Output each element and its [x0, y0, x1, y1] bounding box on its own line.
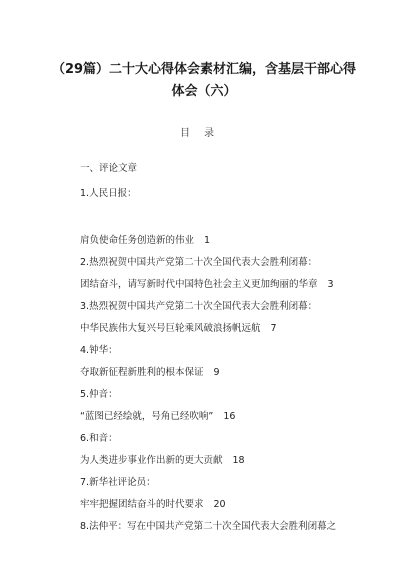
toc-entry-text: 2.热烈祝贺中国共产党第二十次全国代表大会胜利闭幕：	[80, 257, 318, 268]
toc-entry-text: 中华民族伟大复兴号巨轮乘风破浪扬帆远航	[80, 323, 261, 334]
toc-entry-text: 8.法仲平：写在中国共产党第二十次全国代表大会胜利闭幕之	[80, 521, 337, 532]
toc-entry	[80, 320, 277, 334]
toc-entry-page: 9	[213, 367, 220, 378]
toc-entry-text: 3.热烈祝贺中国共产党第二十次全国代表大会胜利闭幕：	[80, 301, 318, 312]
toc-entry-text: 为人类进步事业作出新的更大贡献	[80, 455, 223, 466]
toc-entry-text: 6.和音：	[80, 433, 118, 444]
toc-section-heading	[80, 160, 137, 174]
toc-heading: 目录	[180, 128, 228, 139]
document-title-line-1: （29篇）二十大心得体会素材汇编，含基层干部心得	[51, 62, 357, 77]
toc-entry-page: 16	[223, 411, 236, 422]
toc-entry	[80, 430, 118, 444]
toc-entry-page: 3	[327, 279, 334, 290]
toc-entry-page: 1	[204, 235, 211, 246]
toc-entry-text: 一、评论文章	[80, 163, 138, 174]
toc-entry-text: 4.钟华：	[80, 345, 118, 356]
toc-entry-page: 20	[213, 499, 226, 510]
toc-entry	[80, 185, 137, 199]
toc-entry-text: 夺取新征程新胜利的根本保证	[80, 367, 204, 378]
toc-entry	[80, 408, 235, 422]
toc-entry	[80, 232, 210, 246]
toc-entry-text: “蓝图已经绘就，号角已经吹响”	[80, 411, 214, 422]
toc-entry	[80, 474, 156, 488]
toc-entry	[80, 518, 336, 532]
toc-entry	[80, 496, 226, 510]
toc-entry-text: 1.人民日报：	[80, 188, 137, 199]
toc-entry-text: 团结奋斗，请写新时代中国特色社会主义更加绚丽的华章	[80, 279, 318, 290]
toc-entry	[80, 452, 245, 466]
toc-entry	[80, 298, 317, 312]
toc-entry-text: 5.仲音：	[80, 389, 118, 400]
toc-entry	[80, 386, 118, 400]
toc-entry-text: 牢牢把握团结奋斗的时代要求	[80, 499, 204, 510]
document-title-line-2: 体会（六）	[171, 84, 237, 99]
toc-entry	[80, 276, 334, 290]
toc-entry-text: 7.新华社评论员：	[80, 477, 156, 488]
toc-entry	[80, 342, 118, 356]
toc-entry-text: 肩负使命任务创造新的伟业	[80, 235, 195, 246]
toc-entry	[80, 254, 317, 268]
toc-entry-page: 18	[232, 455, 245, 466]
toc-entry	[80, 364, 220, 378]
toc-entry-page: 7	[270, 323, 277, 334]
